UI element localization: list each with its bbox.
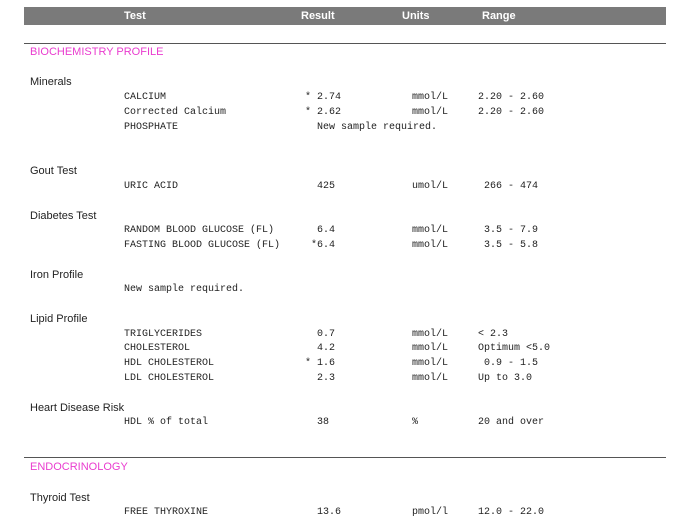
test-range: 2.20 - 2.60 — [478, 92, 545, 103]
test-range: Optimum <5.0 — [478, 343, 551, 354]
col-test: Test — [124, 10, 146, 22]
test-note: New sample required. — [124, 284, 245, 295]
test-units: mmol/L — [412, 358, 449, 369]
test-name: CALCIUM — [124, 92, 167, 103]
test-units: mmol/L — [412, 373, 449, 384]
test-result: 2.74 — [317, 92, 342, 103]
test-name: HDL % of total — [124, 417, 209, 428]
test-range: 3.5 - 7.9 — [484, 225, 539, 236]
test-name: FREE THYROXINE — [124, 507, 209, 518]
test-result: 2.62 — [317, 107, 342, 118]
test-range: < 2.3 — [478, 329, 509, 340]
col-result: Result — [301, 10, 335, 22]
test-name: URIC ACID — [124, 181, 179, 192]
group-title: Heart Disease Risk — [30, 402, 125, 414]
test-units: mmol/L — [412, 107, 449, 118]
group-title: Minerals — [30, 76, 72, 88]
group-title: Gout Test — [30, 165, 77, 177]
test-range: 20 and over — [478, 417, 545, 428]
divider — [24, 43, 666, 44]
group-title: Lipid Profile — [30, 313, 88, 325]
test-name: HDL CHOLESTEROL — [124, 358, 215, 369]
divider — [24, 457, 666, 458]
abnormal-flag: * — [305, 107, 312, 118]
test-units: pmol/l — [412, 507, 449, 518]
test-result: 0.7 — [317, 329, 336, 340]
test-name: PHOSPHATE — [124, 122, 179, 133]
test-name: FASTING BLOOD GLUCOSE (FL) — [124, 240, 281, 251]
abnormal-flag: * — [305, 92, 312, 103]
test-units: mmol/L — [412, 225, 449, 236]
section-title: ENDOCRINOLOGY — [30, 461, 128, 473]
test-units: mmol/L — [412, 329, 449, 340]
group-title: Iron Profile — [30, 269, 84, 281]
test-result: 6.4 — [317, 225, 336, 236]
test-units: mmol/L — [412, 343, 449, 354]
column-header-bar — [24, 7, 666, 25]
test-note: New sample required. — [317, 122, 438, 133]
test-result: 425 — [317, 181, 336, 192]
test-result: 38 — [317, 417, 330, 428]
test-units: umol/L — [412, 181, 449, 192]
test-range: 12.0 - 22.0 — [478, 507, 545, 518]
test-range: 266 - 474 — [484, 181, 539, 192]
test-units: mmol/L — [412, 92, 449, 103]
test-range: 3.5 - 5.8 — [484, 240, 539, 251]
abnormal-flag: * — [305, 358, 312, 369]
test-range: 0.9 - 1.5 — [484, 358, 539, 369]
col-range: Range — [482, 10, 516, 22]
test-name: Corrected Calcium — [124, 107, 227, 118]
col-units: Units — [402, 10, 430, 22]
test-name: LDL CHOLESTEROL — [124, 373, 215, 384]
test-result: *6.4 — [311, 240, 336, 251]
test-units: mmol/L — [412, 240, 449, 251]
test-range: 2.20 - 2.60 — [478, 107, 545, 118]
test-name: TRIGLYCERIDES — [124, 329, 203, 340]
test-range: Up to 3.0 — [478, 373, 533, 384]
test-units: % — [412, 417, 419, 428]
test-result: 2.3 — [317, 373, 336, 384]
section-title: BIOCHEMISTRY PROFILE — [30, 46, 164, 58]
group-title: Diabetes Test — [30, 210, 97, 222]
test-name: CHOLESTEROL — [124, 343, 191, 354]
test-name: RANDOM BLOOD GLUCOSE (FL) — [124, 225, 275, 236]
test-result: 1.6 — [317, 358, 336, 369]
group-title: Thyroid Test — [30, 492, 90, 504]
test-result: 13.6 — [317, 507, 342, 518]
test-result: 4.2 — [317, 343, 336, 354]
